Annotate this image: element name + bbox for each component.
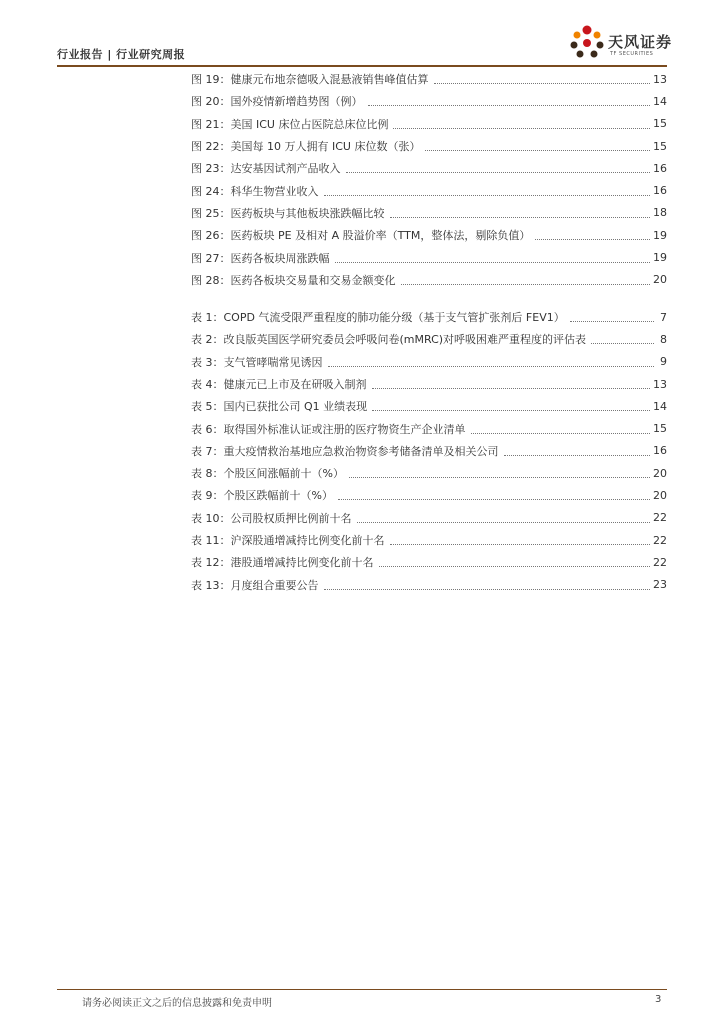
page-number: 3 [655, 994, 662, 1005]
toc-entry-page: 16 [653, 184, 667, 198]
logo-english-name: TF SECURITIES [610, 51, 654, 57]
toc-entry-title: 图 27：医药各板块周涨跌幅 [191, 251, 330, 265]
toc-entry[interactable] [191, 507, 667, 529]
dot-leader [390, 216, 651, 218]
toc-entry-page: 20 [653, 466, 667, 480]
toc-entry[interactable] [191, 157, 667, 179]
table-list [191, 306, 667, 596]
toc-entry-page: 19 [653, 228, 667, 242]
toc-entry-title: 图 23：达安基因试剂产品收入 [191, 162, 341, 176]
toc-entry[interactable] [191, 462, 667, 484]
dot-leader [346, 171, 651, 173]
dot-leader [372, 387, 651, 389]
dot-leader [324, 588, 651, 590]
toc-entry[interactable] [191, 373, 667, 395]
toc-entry-title: 图 25：医药板块与其他板块涨跌幅比较 [191, 206, 385, 220]
toc-entry-page: 15 [653, 139, 667, 153]
toc-entry-page: 14 [653, 399, 667, 413]
toc-entry[interactable] [191, 574, 667, 596]
toc-entry[interactable] [191, 135, 667, 157]
toc-entry[interactable] [191, 269, 667, 291]
toc-entry-title: 图 26：医药板块 PE 及相对 A 股溢价率（TTM，整体法，剔除负值） [191, 229, 531, 243]
toc-entry[interactable] [191, 529, 667, 551]
toc-entry[interactable] [191, 68, 667, 90]
toc-entry[interactable] [191, 202, 667, 224]
toc-entry-title: 表 8：个股区间涨幅前十（%） [191, 467, 344, 481]
toc-entry-page: 7 [660, 310, 667, 324]
section-gap [191, 291, 667, 306]
toc-entry[interactable] [191, 351, 667, 373]
toc-entry[interactable] [191, 90, 667, 112]
dot-leader [535, 238, 650, 240]
toc-entry[interactable] [191, 113, 667, 135]
toc-entry-page: 15 [653, 422, 667, 436]
toc-entry-page: 22 [653, 511, 667, 525]
toc-entry-title: 表 12：港股通增减持比例变化前十名 [191, 556, 374, 570]
toc-entry-title: 图 19：健康元布地奈德吸入混悬液销售峰值估算 [191, 73, 429, 87]
dot-leader [335, 261, 651, 263]
toc-entry-page: 14 [653, 94, 667, 108]
toc-entry-title: 表 9：个股区跌幅前十（%） [191, 489, 333, 503]
toc-entry-title: 图 24：科华生物营业收入 [191, 184, 319, 198]
toc-entry[interactable] [191, 484, 667, 506]
dot-leader [401, 283, 651, 285]
toc-entry-page: 16 [653, 444, 667, 458]
dot-leader [570, 320, 654, 322]
toc-entry-page: 20 [653, 488, 667, 502]
toc-entry[interactable] [191, 246, 667, 268]
dot-leader [379, 565, 651, 567]
toc-entry-page: 20 [653, 273, 667, 287]
dot-leader [471, 432, 651, 434]
toc-entry[interactable] [191, 306, 667, 328]
dot-leader [357, 521, 651, 523]
table-of-contents [191, 68, 667, 596]
toc-entry-title: 表 3：支气管哮喘常见诱因 [191, 355, 323, 369]
dot-leader [338, 498, 650, 500]
toc-entry-page: 19 [653, 251, 667, 265]
dot-leader [349, 476, 650, 478]
toc-entry[interactable] [191, 395, 667, 417]
footer-rule [57, 989, 667, 990]
toc-entry-title: 图 20：国外疫情新增趋势图（例） [191, 95, 363, 109]
toc-entry-page: 23 [653, 578, 667, 592]
dot-leader [324, 194, 651, 196]
dot-leader [434, 82, 651, 84]
toc-entry-title: 表 1：COPD 气流受限严重程度的肺功能分级（基于支气管扩张剂后 FEV1） [191, 311, 565, 325]
dot-leader [504, 454, 651, 456]
toc-entry-page: 22 [653, 555, 667, 569]
toc-entry-page: 9 [660, 355, 667, 369]
figure-list [191, 68, 667, 291]
toc-entry[interactable] [191, 224, 667, 246]
toc-entry[interactable] [191, 328, 667, 350]
toc-entry[interactable] [191, 551, 667, 573]
footer-disclaimer: 请务必阅读正文之后的信息披露和免责申明 [82, 998, 272, 1009]
logo-chinese-name: 天风证券 [608, 33, 673, 51]
dot-leader [591, 342, 654, 344]
toc-entry[interactable] [191, 440, 667, 462]
toc-entry-page: 22 [653, 533, 667, 547]
toc-entry-page: 8 [660, 332, 667, 346]
toc-entry-page: 13 [653, 72, 667, 86]
dot-leader [393, 127, 650, 129]
toc-entry-title: 表 11：沪深股通增减持比例变化前十名 [191, 534, 385, 548]
header-rule [57, 65, 667, 67]
toc-entry-page: 15 [653, 117, 667, 131]
toc-entry-page: 13 [653, 377, 667, 391]
dot-leader [425, 149, 650, 151]
toc-entry-title: 表 4：健康元已上市及在研吸入制剂 [191, 378, 367, 391]
toc-entry-title: 表 6：取得国外标准认证或注册的医疗物资生产企业清单 [191, 422, 466, 436]
dot-leader [368, 104, 651, 106]
dot-leader [372, 409, 650, 411]
toc-entry-title: 表 13：月度组合重要公告 [191, 578, 319, 592]
dot-leader [390, 543, 651, 545]
toc-entry-title: 图 21：美国 ICU 床位占医院总床位比例 [191, 117, 389, 131]
toc-entry-page: 18 [653, 206, 667, 220]
company-logo [567, 21, 677, 65]
toc-entry-title: 表 2：改良版英国医学研究委员会呼吸问卷(mMRC)对呼吸困难严重程度的评估表 [191, 333, 587, 347]
toc-entry-title: 表 10：公司股权质押比例前十名 [191, 511, 352, 525]
toc-entry[interactable] [191, 179, 667, 201]
dot-leader [328, 365, 655, 367]
report-category: 行业报告 | 行业研究周报 [57, 48, 186, 61]
toc-entry-title: 图 22：美国每 10 万人拥有 ICU 床位数（张） [191, 140, 421, 154]
flower-logo-icon [567, 21, 607, 65]
toc-entry[interactable] [191, 417, 667, 439]
toc-entry-page: 16 [653, 161, 667, 175]
toc-entry-title: 表 7：重大疫情救治基地应急救治物资参考储备清单及相关公司 [191, 444, 499, 458]
toc-entry-title: 图 28：医药各板块交易量和交易金额变化 [191, 273, 396, 287]
toc-entry-title: 表 5：国内已获批公司 Q1 业绩表现 [191, 400, 368, 414]
